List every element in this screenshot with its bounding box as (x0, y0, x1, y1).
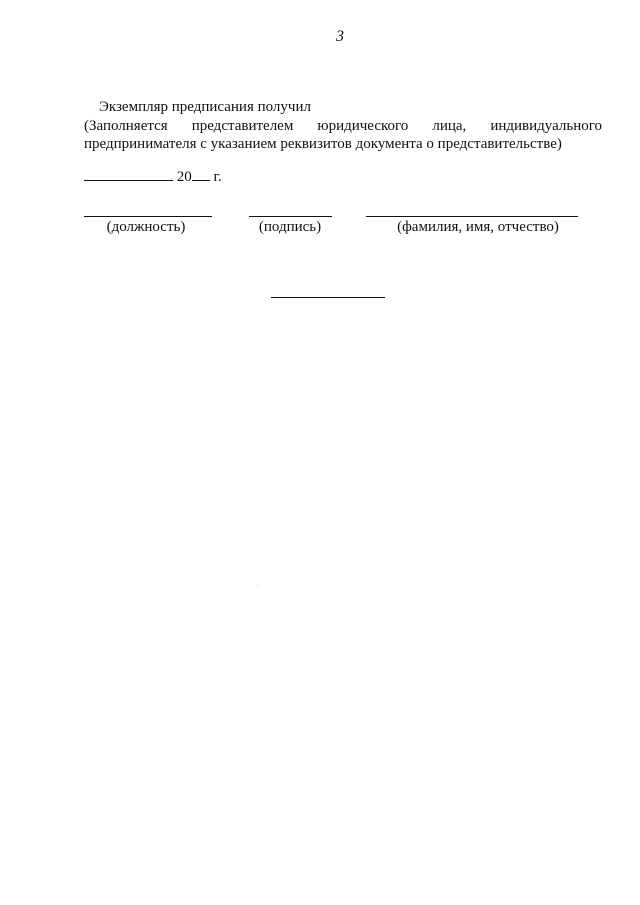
receipt-note-line-2: предпринимателя с указанием реквизитов документа о представительстве) (84, 136, 562, 152)
date-day-month-blank (84, 166, 173, 181)
signature-line (249, 216, 332, 217)
signature-caption: (подпись) (258, 219, 322, 235)
full-name-signature-line (366, 216, 578, 217)
date-year-suffix: г. (213, 169, 222, 185)
scan-speck (257, 585, 258, 586)
date-year-blank (192, 166, 210, 181)
document-end-rule (271, 297, 385, 298)
date-year-prefix: 20 (176, 169, 192, 185)
date-line (84, 166, 222, 186)
receipt-heading: Экземпляр предписания получил (99, 99, 311, 115)
receipt-block (84, 98, 602, 154)
receipt-note-line-1: (Заполняется представителем юридического лица, индивидуального (84, 117, 602, 134)
page-number: 3 (336, 28, 344, 45)
full-name-caption: (фамилия, имя, отчество) (397, 219, 559, 235)
position-caption: (должность) (106, 219, 186, 235)
position-signature-line (84, 216, 212, 217)
